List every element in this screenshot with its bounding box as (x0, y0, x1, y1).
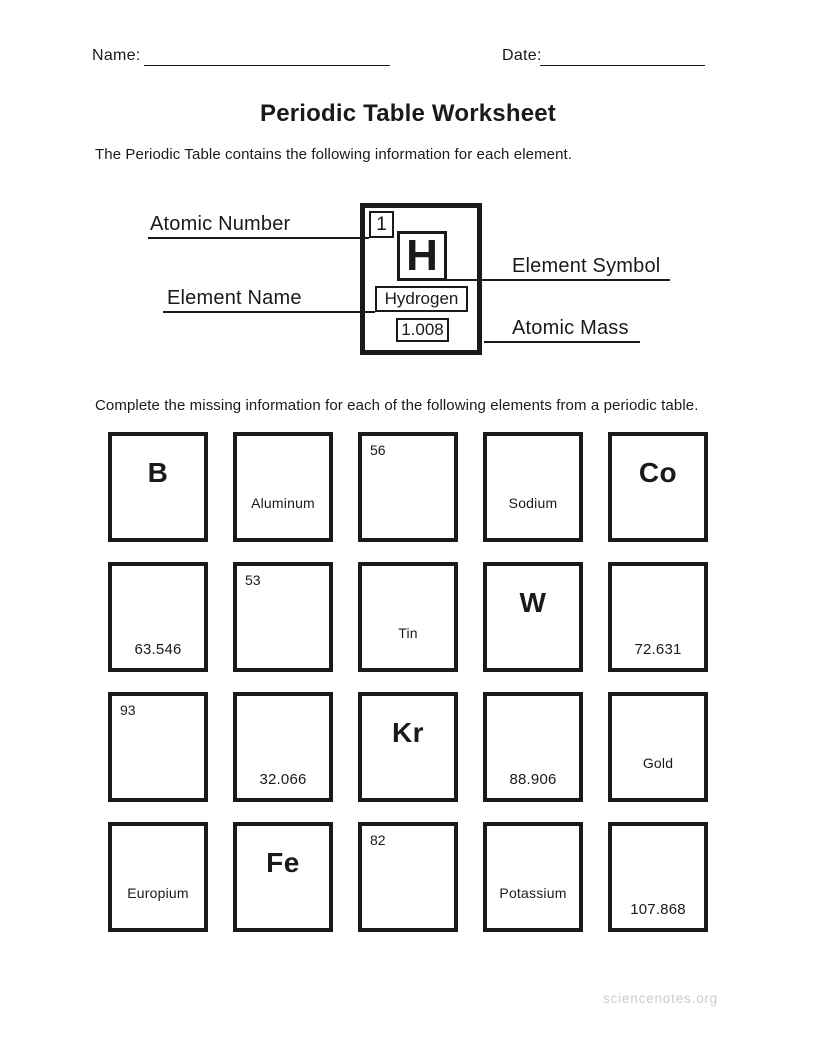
instruction-text: Complete the missing information for each of the following elements from a periodic table. (95, 397, 699, 414)
element-cell (483, 562, 583, 672)
atomic-number-callout-line (148, 237, 369, 239)
element-name: Gold (642, 755, 674, 771)
element-number: 82 (370, 832, 386, 848)
page-title: Periodic Table Worksheet (260, 100, 556, 127)
element-cell (108, 692, 208, 802)
element-mass: 107.868 (630, 901, 686, 918)
element-cell (233, 562, 333, 672)
element-cell (233, 692, 333, 802)
element-cell (358, 432, 458, 542)
element-cell (608, 692, 708, 802)
element-symbol: B (147, 457, 169, 488)
element-cell (483, 432, 583, 542)
element-cell (358, 822, 458, 932)
date-blank-line (540, 65, 705, 66)
element-mass: 63.546 (134, 641, 182, 658)
element-name-callout-line (163, 311, 375, 313)
element-cell (608, 822, 708, 932)
element-cell (483, 692, 583, 802)
element-mass: 88.906 (509, 771, 557, 788)
element-symbol-callout-line (447, 279, 670, 281)
date-label: Date: (502, 47, 542, 64)
element-number: 93 (120, 702, 136, 718)
name-label: Name: (92, 47, 141, 64)
element-cell (358, 692, 458, 802)
element-cell (233, 432, 333, 542)
element-name: Sodium (508, 495, 558, 511)
element-name: Potassium (499, 885, 567, 901)
example-element-symbol: H (397, 231, 447, 281)
element-symbol-label: Element Symbol (512, 255, 661, 277)
example-atomic-mass: 1.008 (396, 318, 449, 342)
atomic-mass-label: Atomic Mass (512, 317, 629, 339)
element-cell (233, 822, 333, 932)
element-cell (608, 562, 708, 672)
element-cell (358, 562, 458, 672)
element-symbol: W (519, 587, 547, 618)
element-name: Europium (127, 885, 189, 901)
element-symbol: Kr (391, 717, 425, 748)
element-mass: 32.066 (259, 771, 307, 788)
element-symbol: Fe (266, 847, 300, 878)
element-cell (108, 562, 208, 672)
element-name: Tin (398, 625, 418, 641)
element-grid (108, 432, 708, 932)
element-cell (608, 432, 708, 542)
intro-text: The Periodic Table contains the following information for each element. (95, 146, 573, 163)
example-element-name: Hydrogen (375, 286, 468, 312)
atomic-number-label: Atomic Number (150, 213, 291, 235)
element-cell (108, 432, 208, 542)
element-mass: 72.631 (634, 641, 682, 658)
atomic-mass-callout-line (484, 341, 640, 343)
element-cell (108, 822, 208, 932)
element-name-label: Element Name (167, 287, 302, 309)
example-atomic-number: 1 (369, 211, 394, 238)
footer-credit: sciencenotes.org (603, 991, 718, 1006)
element-cell (483, 822, 583, 932)
element-symbol: Co (638, 457, 678, 488)
name-blank-line (144, 65, 390, 66)
element-number: 56 (370, 442, 386, 458)
element-name: Aluminum (251, 495, 315, 511)
element-number: 53 (245, 572, 261, 588)
